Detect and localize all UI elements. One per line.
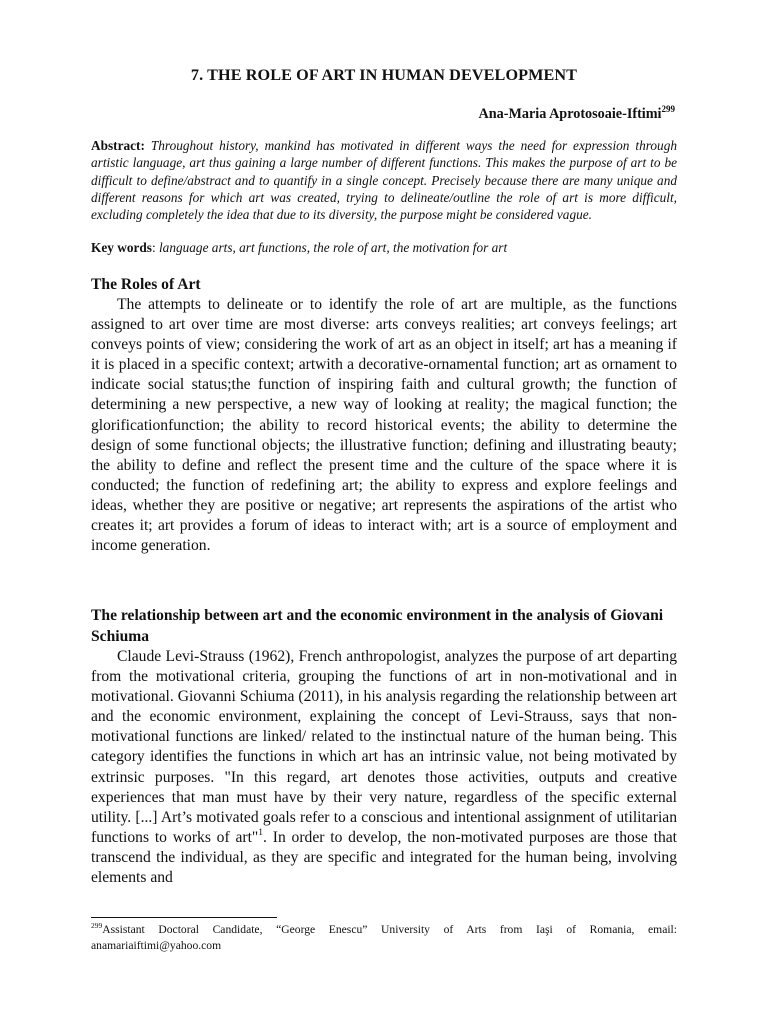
section-heading-art-economic-environment: The relationship between art and the economic environment in the analysis of Giovani Schiuma [91, 607, 664, 645]
economic-text-part2: . In order to develop, the non-motivated purposes are those that transcend the individual, as they are specific and integrated for the human being, involving elements and [91, 828, 677, 887]
keywords-line: Key words: language arts, art functions, the role of art, the motivation for art [91, 240, 508, 255]
author-line [479, 104, 675, 123]
abstract-text: Throughout history, mankind has motivated in different ways the need for expression through artistic language, art thus gaining a large number of different functions. This makes the purpose of art to be difficult to define/abstract and to quantify in a single concept. Precisely because there are many unique and different reasons for which art was created, trying to delineate/outline the role of art is more difficult, excluding completely the idea that due to its diversity, the purpose might be considered vague. [91, 138, 677, 223]
roles-of-art-text: The attempts to delineate or to identify the role of art are multiple, as the functions assigned to art over time are most diverse: arts conveys realities; art conveys feelings; art conveys points of view; considering the work of art as an object in itself; art has a meaning if it is placed in a specific context; artwith a decorative-ornamental function; art as ornament to indicate social status;the function of inspiring faith and cultural growth; the function of determining a new perspective, a new way of looking at reality; the magical function; the glorificationfunction; the ability to record historical events; the ability to determine the design of some functional objects; the illustrative function; defining and illustrating beauty; the ability to define and reflect the present time and the culture of the space where it is conducted; the function of redefining art; the ability to express and explore feelings and ideas, whether they are positive or negative; art represents the aspirations of the artist who creates it; art provides a forum of ideas to interact with; art is a source of employment and income generation. [91, 296, 677, 555]
keywords-text: language arts, art functions, the role of art, the motivation for art [158, 240, 508, 255]
abstract-label: Abstract: [91, 138, 145, 153]
section-paragraph-art-economic-environment [91, 647, 677, 888]
footnote-divider [91, 917, 277, 918]
author-footnote-mark[interactable]: 299 [661, 104, 675, 114]
footnote-text: Assistant Doctoral Candidate, “George Enescu” University of Arts from Iaşi of Romania, email: anamariaiftimi@yahoo.com [91, 923, 677, 952]
footnote-reference-1[interactable]: 1 [258, 827, 264, 838]
economic-text-part1: Claude Levi-Strauss (1962), French anthropologist, analyzes the purpose of art departing from the motivational criteria, grouping the functions of art in non-motivational and in motivational. Giovanni Schiuma (2011), in his analysis regarding the relationship between art and the economic environment, explaining the concept of Levi-Strauss, says that non-motivational functions are linked/ related to the instinctual nature of the human being. This category identifies the functions in which art has an intrinsic value, not being motivated by extrinsic purposes. "In this regard, art denotes those activities, outputs and creative experiences that man must have by their very nature, regardless of the specific external utility. [...] Art’s motivated goals refer to a conscious and intentional assignment of utilitarian functions to works of art" [91, 648, 677, 846]
section-heading-roles-of-art: The Roles of Art [91, 276, 201, 293]
footnote-mark: 299 [91, 921, 103, 930]
abstract-block [91, 137, 677, 223]
section-paragraph-roles-of-art [91, 295, 677, 556]
keywords-label: Key words [91, 240, 152, 255]
paper-title: 7. THE ROLE OF ART IN HUMAN DEVELOPMENT [190, 66, 578, 84]
author-name: Ana-Maria Aprotosoaie-Iftimi [478, 106, 662, 122]
footnote-299 [91, 922, 677, 953]
